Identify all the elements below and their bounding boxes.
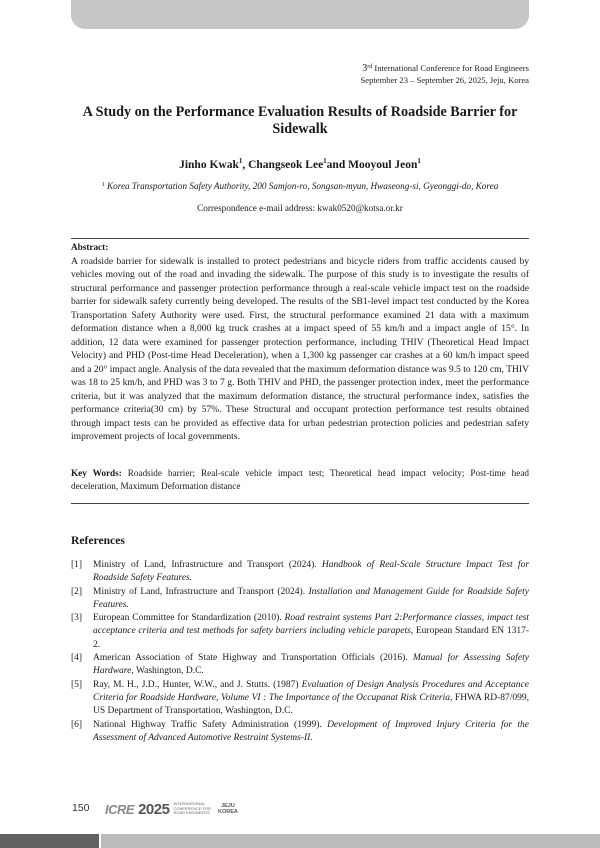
conference-name: International Conference for Road Engineers — [372, 63, 529, 73]
reference-title: Evaluation of Design Analysis Procedures and Acceptance Criteria for Roadside Hardware, Volume VI : The Importance of the Occupanat Risk Criteria — [93, 679, 529, 703]
reference-author: Ray, M. H., J.D., Hunter, W.W., and J. Stutts. (1987) — [93, 679, 302, 690]
reference-source: , FHWA RD-87/099, US Department of Transportation, Washington, D.C. — [93, 692, 529, 717]
reference-source: Washington, D.C. — [133, 666, 204, 677]
reference-item — [71, 652, 529, 679]
author-name: Mooyoul Jeon — [348, 159, 418, 171]
reference-title: Installation and Management Guide for Roadside Safety Features. — [93, 586, 530, 610]
reference-item — [71, 586, 529, 613]
abstract-section — [71, 241, 529, 444]
author-name: Changseok Lee — [248, 159, 324, 171]
author-separator: and — [326, 159, 349, 171]
reference-source: , European Standard EN 1317-2. — [93, 626, 529, 650]
logo-conf-line: ROAD ENGINEERS — [173, 810, 210, 816]
reference-author: American Association of State Highway and Transportation Officials (2016). — [93, 653, 413, 664]
footer-light-bar — [101, 834, 600, 848]
logo-conf-line: INTERNATIONAL — [173, 801, 206, 807]
abstract-top-divider — [71, 238, 529, 239]
affiliation-text: Korea Transportation Safety Authority, 200 Samjon-ro, Songsan-myun, Hwaseong-si, Gyeonggi-do, Korea — [104, 181, 499, 191]
author-affiliation-mark: 1 — [417, 157, 421, 165]
author-affiliation-mark: 1 — [238, 157, 243, 165]
abstract-heading: Abstract: — [71, 242, 109, 252]
reference-author: European Committee for Standardization (2010). — [93, 613, 285, 624]
reference-item — [71, 719, 529, 746]
footer-dark-bar — [0, 834, 99, 848]
reference-title: Manual for Assessing Safety Hardware, — [93, 653, 529, 677]
reference-author: Ministry of Land, Infrastructure and Transport (2024). — [93, 560, 322, 570]
reference-title: Development of Improved Injury Criteria for the Assessment of Advanced Automotive Restraint Systems-II. — [93, 719, 529, 743]
author-name: Jinho Kwak — [179, 159, 239, 171]
references-list — [71, 559, 529, 745]
keywords-section — [71, 467, 529, 493]
logo-conference-text — [173, 802, 211, 815]
author-affiliation-mark: 1 — [323, 157, 327, 165]
author-separator: , — [242, 159, 249, 171]
references-heading: References — [71, 534, 125, 547]
reference-number: [2] — [71, 586, 83, 597]
logo-place-text — [218, 803, 238, 816]
icre-logo-mark: ICRE — [105, 801, 135, 817]
abstract-bottom-divider — [71, 503, 529, 504]
reference-item — [71, 679, 529, 719]
reference-number: [6] — [71, 719, 83, 730]
keywords-text: Roadside barrier; Real-scale vehicle impact test; Theoretical head impact velocity; Post-time head deceleration, Maximum Deformation distance — [71, 468, 529, 491]
logo-conf-line: CONFERENCE FOR — [173, 805, 211, 811]
reference-author: Ministry of Land, Infrastructure and Transport (2024). — [93, 586, 309, 597]
reference-title: Road restraint systems Part 2:Performance classes, impact test acceptance criteria and test methods for safety barriers including vehicle parapets — [93, 613, 529, 637]
logo-year: 2025 — [138, 800, 170, 818]
conference-name-line — [361, 63, 530, 75]
reference-number: [4] — [71, 653, 83, 664]
correspondence-email: Correspondence e-mail address: kwak0520@kotsa.or.kr — [197, 203, 403, 213]
reference-item — [71, 559, 529, 586]
conference-header — [361, 63, 530, 85]
logo-place-line: KOREA — [218, 809, 238, 815]
paper-title: A Study on the Performance Evaluation Results of Roadside Barrier for Sidewalk — [82, 104, 518, 137]
conference-ordinal-number: 3 — [362, 63, 368, 74]
conference-ordinal-suffix: rd — [367, 64, 373, 70]
reference-author: National Highway Traffic Safety Administration (1999). — [93, 719, 328, 730]
author-affiliation — [60, 181, 540, 191]
page-number: 150 — [72, 802, 90, 814]
abstract-text: A roadside barrier for sidewalk is installed to protect pedestrians and bicycle riders from traffic accidents caused by vehicles moving out of the road and invading the sidewalk. The purpose of this study is to investigate the results of structural performance and passenger protection performance through a real-scale vehicle impact test on the roadside barrier for sidewalk safety currently being developed. The results of the SB1-level impact test conducted by the Korea Transportation Safety Authority were used. First, the structural performance examined 21 data with a maximum deformation distance when a 8,000 kg truck crashes at a impact speed of 55 km/h and a impact angle of 15°. In addition, 12 data were examined for passenger protection performance, including THIV (Theoretical Head Impact Velocity) and PHD (Post-time Head Deceleration), when a 1,300 kg passenger car crashes at a 60 km/h impact speed and a 20° impact angle. Analysis of the data revealed that the maximum deformation distance was 9.5 to 120 cm, THIV was 18 to 25 km/h, and PHD was 3 to 7 g. Both THIV and PHD, the passenger protection index, meet the performance criteria, but it was analyzed that the maximum deformation distance, the structural performance index, satisfies the performance criteria(30 cm) by 57%. These Structural and occupant protection performance test results obtained through impact tests can be provided as effective data for urban pedestrian protection policies and pedestrian safety improvement projects of local governments. — [71, 255, 529, 442]
reference-number: [1] — [71, 560, 83, 570]
header-decorative-bar — [71, 0, 529, 29]
conference-dates: September 23 – September 26, 2025, Jeju, Korea — [360, 74, 529, 85]
author-list — [71, 159, 529, 171]
reference-item — [71, 612, 529, 652]
keywords-label: Key Words: — [71, 468, 122, 478]
reference-title: Handbook of Real-Scale Structure Impact Test for Roadside Safety Features. — [93, 560, 530, 584]
affiliation-mark: 1 — [101, 182, 105, 188]
logo-place-line: JEJU — [221, 802, 235, 809]
conference-logo — [105, 800, 238, 818]
reference-number: [3] — [71, 613, 83, 624]
reference-number: [5] — [71, 679, 83, 690]
